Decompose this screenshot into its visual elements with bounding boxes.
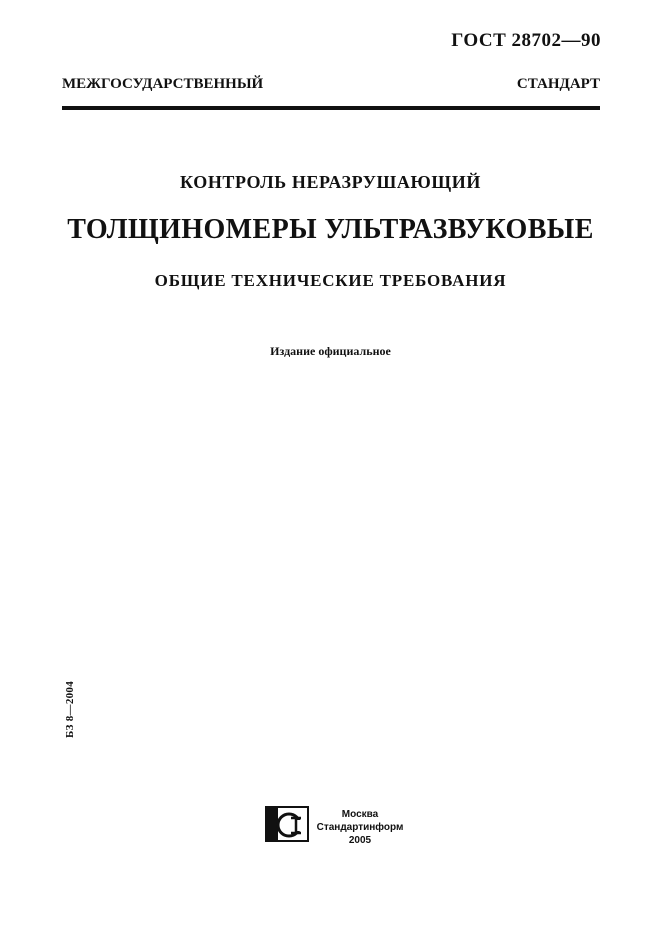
side-code: БЗ 8—2004	[64, 680, 76, 738]
publisher-name: Стандартинформ	[316, 822, 404, 833]
header-divider	[62, 106, 600, 110]
gost-number: ГОСТ 28702—90	[451, 30, 601, 51]
publication-year: 2005	[348, 835, 372, 846]
publisher-city: Москва	[341, 809, 379, 820]
document-subtitle: ОБЩИЕ ТЕХНИЧЕСКИЕ ТРЕБОВАНИЯ	[154, 271, 507, 290]
edition-note: Издание официальное	[270, 344, 391, 358]
publisher-imprint	[312, 808, 408, 847]
standard-type: МЕЖГОСУДАРСТВЕННЫЙ СТАНДАРТ	[62, 76, 600, 92]
document-title: ТОЛЩИНОМЕРЫ УЛЬТРАЗВУКОВЫЕ	[67, 214, 594, 245]
document-subject: КОНТРОЛЬ НЕРАЗРУШАЮЩИЙ	[180, 172, 481, 192]
standartinform-logo-icon	[265, 806, 309, 842]
